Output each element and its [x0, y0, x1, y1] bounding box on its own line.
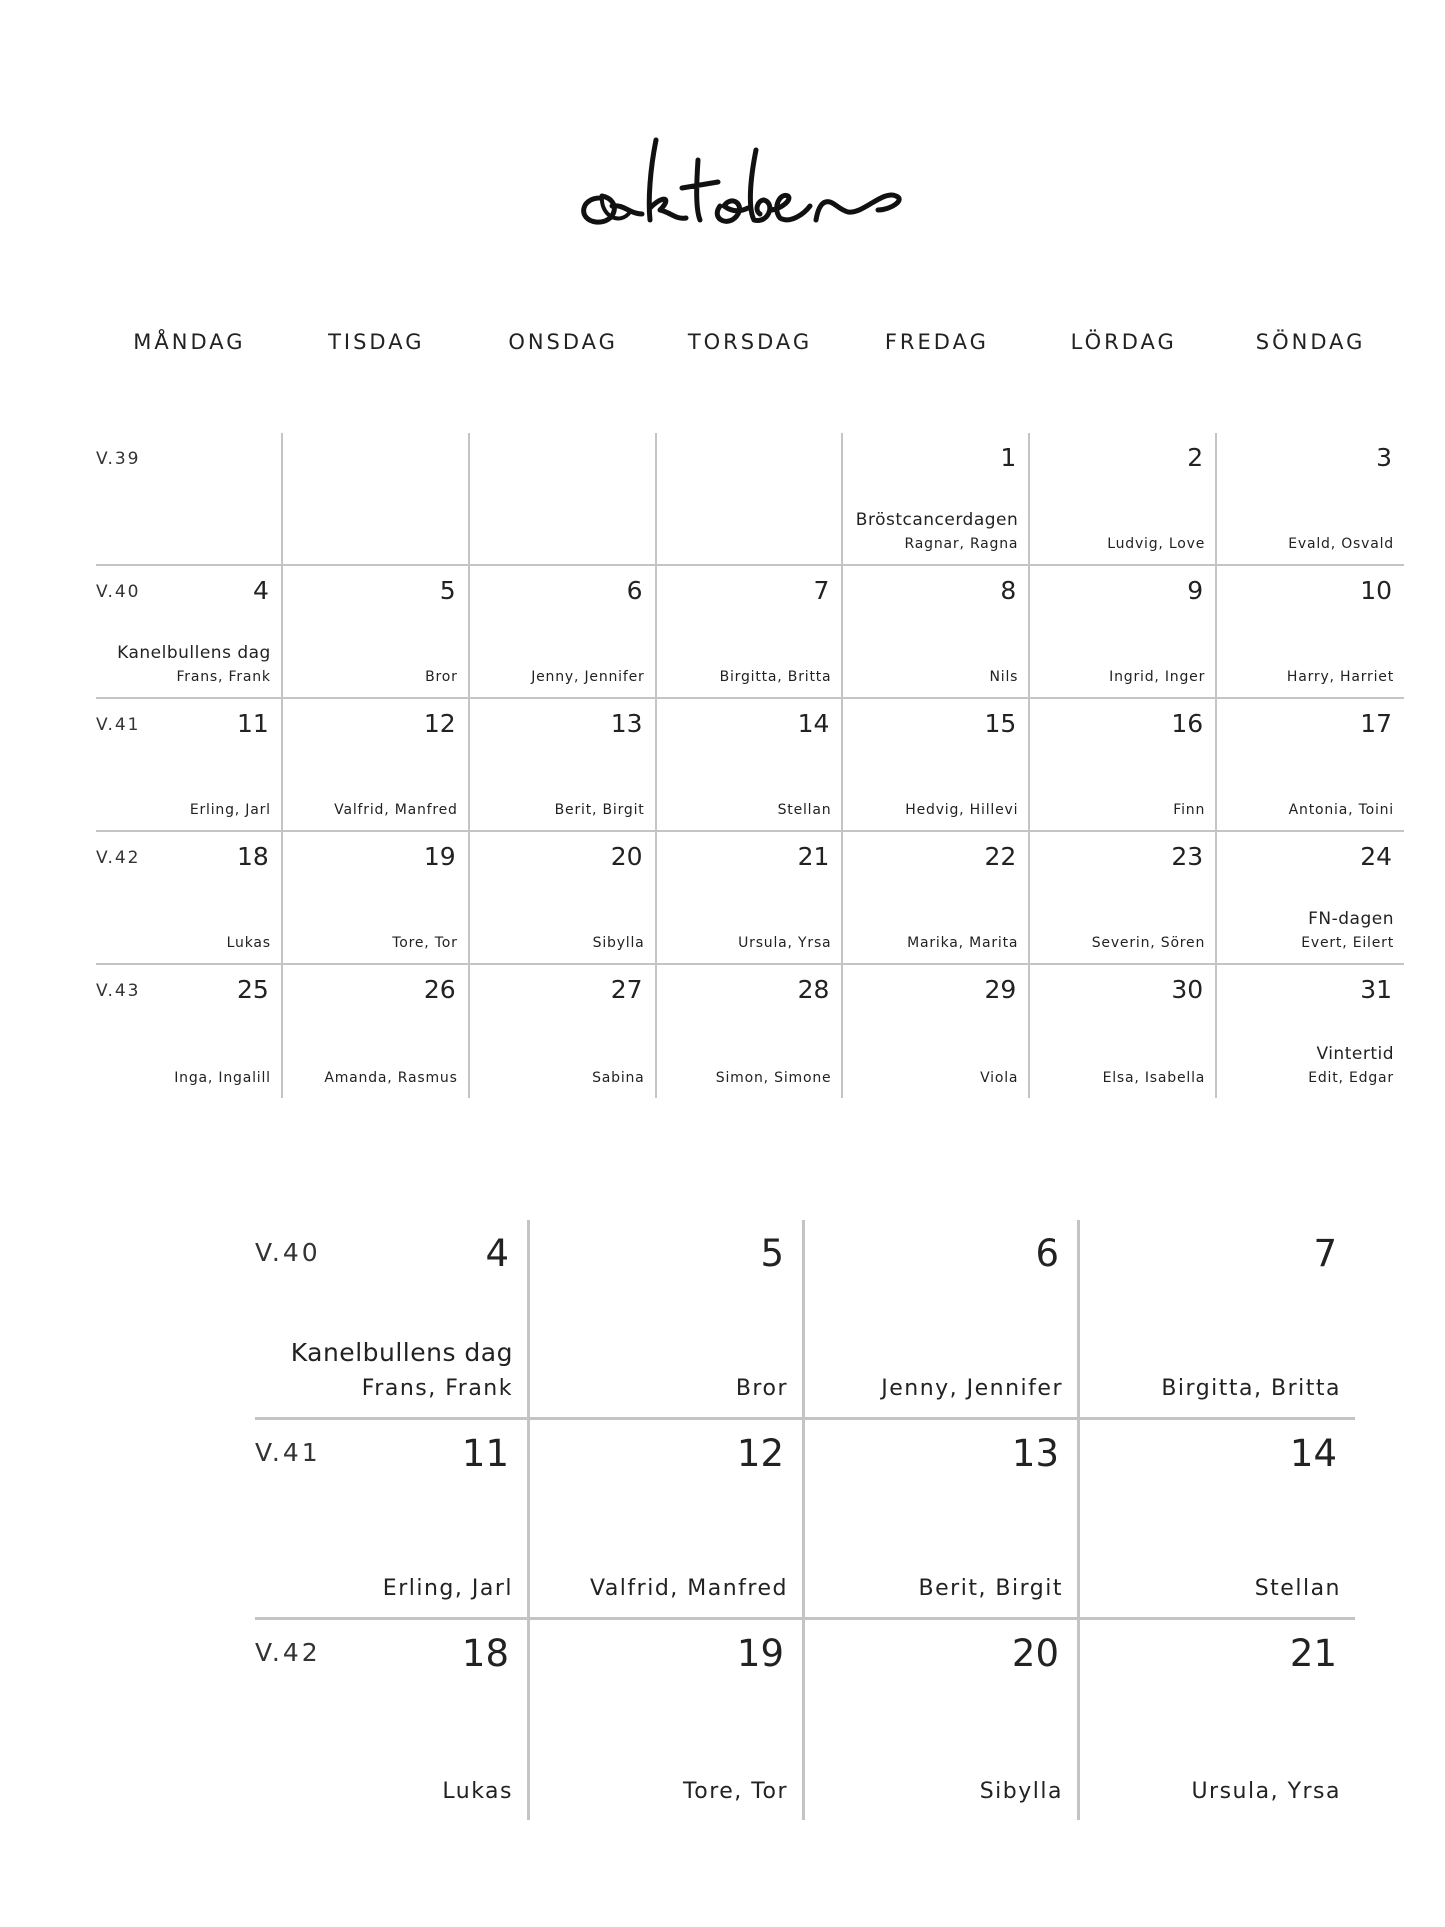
name-day-names: Bror [735, 1376, 788, 1401]
week-number: V.40 [255, 1238, 321, 1267]
day-cell [255, 1220, 530, 1420]
week-number: V.43 [96, 981, 141, 1001]
day-cell [657, 965, 844, 1098]
day-number: 6 [626, 576, 643, 605]
day-number: 11 [237, 709, 269, 738]
week-number: V.42 [96, 848, 141, 868]
name-day-names: Frans, Frank [361, 1376, 513, 1401]
day-number: 6 [1035, 1232, 1059, 1275]
name-day-names: Berit, Birgit [554, 802, 645, 818]
name-day-names: Valfrid, Manfred [334, 802, 458, 818]
day-number: 4 [252, 576, 269, 605]
day-number: 26 [423, 975, 456, 1004]
day-number: 25 [237, 975, 269, 1004]
day-number: 5 [439, 576, 456, 605]
name-day-names: Frans, Frank [176, 669, 271, 685]
day-number: 22 [984, 842, 1017, 871]
name-day-names: Lukas [226, 935, 271, 951]
day-number: 18 [237, 842, 269, 871]
day-cell [1080, 1220, 1355, 1420]
day-cell [470, 433, 657, 566]
day-cell [843, 699, 1030, 832]
day-cell [1217, 965, 1404, 1098]
week-number: V.41 [255, 1438, 321, 1467]
day-cell [283, 699, 470, 832]
holiday-label: Vintertid [1316, 1044, 1394, 1064]
day-cell [96, 566, 283, 699]
name-day-names: Inga, Ingalill [174, 1070, 271, 1086]
day-number: 8 [1000, 576, 1017, 605]
name-day-names: Harry, Harriet [1286, 669, 1394, 685]
day-cell [470, 566, 657, 699]
week-number: V.39 [96, 449, 141, 469]
name-day-names: Severin, Sören [1091, 935, 1206, 951]
name-day-names: Stellan [1254, 1576, 1341, 1601]
day-number: 18 [461, 1632, 509, 1675]
name-day-names: Sabina [592, 1070, 645, 1086]
name-day-names: Birgitta, Britta [719, 669, 832, 685]
name-day-names: Elsa, Isabella [1102, 1070, 1206, 1086]
day-number: 11 [461, 1432, 509, 1475]
name-day-names: Birgitta, Britta [1161, 1376, 1341, 1401]
name-day-names: Lukas [442, 1779, 513, 1804]
name-day-names: Marika, Marita [907, 935, 1019, 951]
day-cell [1030, 433, 1217, 566]
name-day-names: Evald, Osvald [1288, 536, 1394, 552]
day-cell [657, 832, 844, 965]
name-day-names: Hedvig, Hillevi [905, 802, 1019, 818]
holiday-label: FN-dagen [1308, 909, 1394, 929]
week-number: V.40 [96, 582, 141, 602]
name-day-names: Berit, Birgit [918, 1576, 1063, 1601]
week-number: V.41 [96, 715, 141, 735]
name-day-names: Antonia, Toini [1288, 802, 1394, 818]
name-day-names: Jenny, Jennifer [531, 669, 645, 685]
name-day-names: Ursula, Yrsa [1191, 1779, 1341, 1804]
day-cell [1030, 832, 1217, 965]
day-number: 2 [1187, 443, 1204, 472]
name-day-names: Jenny, Jennifer [881, 1376, 1063, 1401]
day-number: 19 [423, 842, 456, 871]
day-number: 27 [610, 975, 643, 1004]
name-day-names: Ursula, Yrsa [738, 935, 832, 951]
script-title-lettering [560, 120, 940, 260]
week-number: V.42 [255, 1638, 321, 1667]
day-cell [96, 832, 283, 965]
day-cell [805, 1220, 1080, 1420]
name-day-names: Erling, Jarl [189, 802, 271, 818]
name-day-names: Tore, Tor [392, 935, 458, 951]
name-day-names: Finn [1173, 802, 1206, 818]
day-cell [283, 965, 470, 1098]
weekday-label: MÅNDAG [133, 330, 246, 354]
day-cell [470, 832, 657, 965]
day-cell [657, 566, 844, 699]
day-cell [843, 433, 1030, 566]
day-cell [470, 699, 657, 832]
name-day-names: Stellan [777, 802, 832, 818]
day-cell [1030, 965, 1217, 1098]
weekday-label: SÖNDAG [1255, 330, 1366, 354]
day-number: 28 [797, 975, 830, 1004]
day-cell [255, 1420, 530, 1620]
day-number: 16 [1171, 709, 1204, 738]
name-day-names: Bror [425, 669, 458, 685]
day-number: 7 [813, 576, 830, 605]
name-day-names: Edit, Edgar [1308, 1070, 1394, 1086]
day-cell [530, 1420, 805, 1620]
day-cell [1217, 566, 1404, 699]
day-number: 19 [736, 1632, 784, 1675]
day-number: 21 [797, 842, 830, 871]
day-cell [1030, 566, 1217, 699]
name-day-names: Tore, Tor [683, 1779, 788, 1804]
day-number: 5 [760, 1232, 784, 1275]
day-number: 12 [736, 1432, 784, 1475]
day-number: 14 [797, 709, 830, 738]
day-number: 12 [423, 709, 456, 738]
day-cell [843, 566, 1030, 699]
weekday-label: TORSDAG [687, 330, 813, 354]
day-number: 14 [1289, 1432, 1337, 1475]
day-number: 7 [1313, 1232, 1337, 1275]
name-day-names: Simon, Simone [715, 1070, 832, 1086]
day-number: 4 [485, 1232, 509, 1275]
weekday-header [96, 330, 1404, 360]
name-day-names: Nils [989, 669, 1019, 685]
day-cell [1080, 1420, 1355, 1620]
name-day-names: Viola [980, 1070, 1019, 1086]
day-cell [843, 965, 1030, 1098]
month-title [560, 120, 940, 260]
day-cell [805, 1420, 1080, 1620]
day-number: 24 [1360, 842, 1392, 871]
day-number: 10 [1360, 576, 1392, 605]
day-cell [1217, 699, 1404, 832]
day-number: 13 [1011, 1432, 1059, 1475]
day-number: 3 [1376, 443, 1392, 472]
day-cell [283, 566, 470, 699]
holiday-label: Bröstcancerdagen [855, 510, 1019, 530]
weekday-label: FREDAG [884, 330, 989, 354]
day-number: 21 [1289, 1632, 1337, 1675]
day-cell [805, 1620, 1080, 1820]
day-number: 13 [610, 709, 643, 738]
day-cell [96, 965, 283, 1098]
name-day-names: Ragnar, Ragna [904, 536, 1019, 552]
day-number: 20 [1011, 1632, 1059, 1675]
holiday-label: Kanelbullens dag [290, 1338, 513, 1367]
month-calendar-grid [96, 433, 1404, 1098]
name-day-names: Ingrid, Inger [1109, 669, 1206, 685]
day-cell [96, 433, 283, 566]
weekday-label: ONSDAG [508, 330, 618, 354]
day-cell [1030, 699, 1217, 832]
name-day-names: Sibylla [592, 935, 645, 951]
name-day-names: Evert, Eilert [1301, 935, 1394, 951]
day-cell [843, 832, 1030, 965]
day-cell [255, 1620, 530, 1820]
name-day-names: Amanda, Rasmus [324, 1070, 458, 1086]
weekday-label: TISDAG [328, 330, 425, 354]
day-number: 23 [1171, 842, 1204, 871]
day-number: 17 [1360, 709, 1392, 738]
weekday-label: LÖRDAG [1070, 330, 1177, 354]
name-day-names: Erling, Jarl [382, 1576, 513, 1601]
day-cell [657, 699, 844, 832]
day-cell [96, 699, 283, 832]
holiday-label: Kanelbullens dag [117, 643, 271, 663]
day-number: 29 [984, 975, 1017, 1004]
day-cell [283, 433, 470, 566]
day-number: 31 [1360, 975, 1392, 1004]
day-number: 9 [1187, 576, 1204, 605]
day-cell [530, 1620, 805, 1820]
name-day-names: Valfrid, Manfred [589, 1576, 788, 1601]
day-cell [1217, 433, 1404, 566]
day-number: 20 [610, 842, 643, 871]
name-day-names: Ludvig, Love [1107, 536, 1206, 552]
day-cell [1080, 1620, 1355, 1820]
day-cell [530, 1220, 805, 1420]
day-cell [1217, 832, 1404, 965]
day-number: 30 [1171, 975, 1204, 1004]
day-number: 1 [1000, 443, 1017, 472]
day-cell [470, 965, 657, 1098]
day-number: 15 [984, 709, 1017, 738]
zoomed-calendar-detail [255, 1220, 1355, 1820]
day-cell [657, 433, 844, 566]
name-day-names: Sibylla [979, 1779, 1063, 1804]
day-cell [283, 832, 470, 965]
